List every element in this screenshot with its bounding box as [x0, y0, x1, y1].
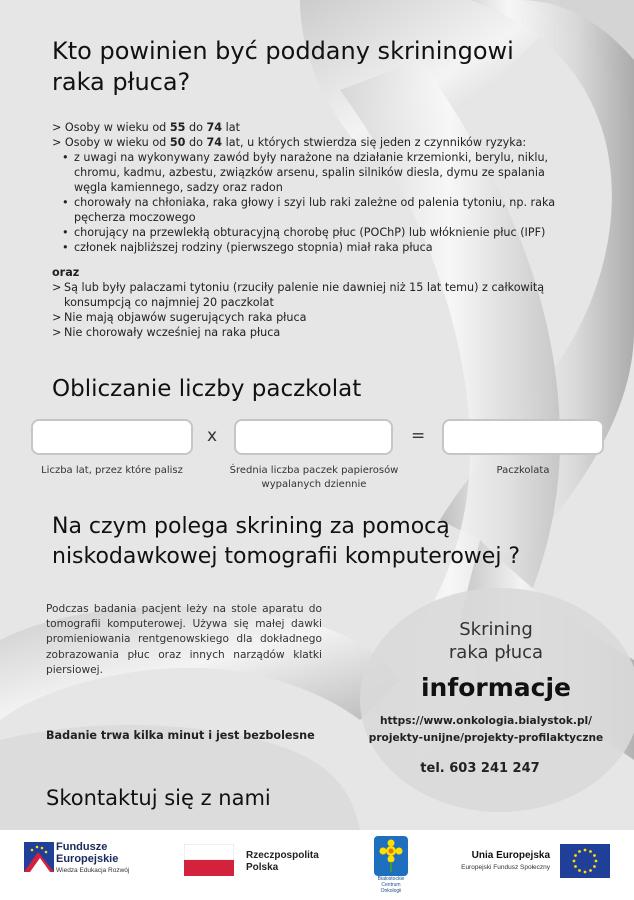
ct-description: Podczas badania pacjent leży na stole aparatu do tomografii komputerowej. Używa się małej dawki promieniowania rentgenowskiego dla dokładnego zobrazowania płuc oraz innych narządów klatki piersiowej.: [46, 603, 322, 676]
multiply-sign: x: [207, 426, 218, 446]
eu-flag-icon: [560, 844, 610, 878]
arrow-icon: >: [52, 311, 62, 324]
arrow-icon: >: [52, 326, 62, 339]
info-phone[interactable]: tel. 603 241 247: [420, 761, 540, 776]
bco-flower-logo-icon: [374, 836, 408, 876]
condition-item: > Nie chorowały wcześniej na raka płuca: [52, 326, 281, 339]
unia-europejska-text: Unia Europejska Europejski Fundusz Społeczny: [461, 850, 550, 871]
equals-sign: =: [411, 426, 426, 446]
and-label: oraz: [52, 266, 80, 279]
bco-name-text: Białostockie Centrum Onkologii: [377, 876, 405, 894]
condition-item: > Nie mają objawów sugerujących raka płuca: [52, 311, 307, 324]
info-title: Skrining raka płuca: [448, 619, 544, 663]
bullet-icon: •: [62, 241, 69, 254]
screening-criteria: [52, 120, 572, 340]
heading-pack-years-calculation: Obliczanie liczby paczkolat: [52, 376, 362, 402]
years-smoking-label: Liczba lat, przez które palisz: [41, 465, 183, 476]
fundusze-europejskie-text: Fundusze Europejskie Wiedza Edukacja Rozwój: [56, 841, 130, 874]
rzeczpospolita-polska-text: Rzeczpospolita Polska: [246, 850, 319, 873]
bullet-icon: •: [62, 226, 69, 239]
heading-contact-us: Skontaktuj się z nami: [46, 786, 271, 810]
fundusze-europejskie-logo-icon: [24, 842, 54, 872]
packs-per-day-label: Średnia liczba paczek papierosów wypalanych dziennie: [229, 465, 399, 490]
poland-flag-icon: [184, 844, 234, 876]
info-heading: informacje: [420, 673, 571, 702]
bullet-icon: •: [62, 151, 69, 164]
funding-logos-footer: [0, 830, 634, 900]
bullet-icon: •: [62, 196, 69, 209]
heading-who-should-be-screened: Kto powinien być poddany skriningowi raka płuca?: [52, 37, 514, 96]
risk-factor-item: • chorowały na chłoniaka, raka głowy i szyi lub raki zależne od palenia tytoniu, np. raka pęcherza moczowego: [62, 196, 556, 224]
painless-note: Badanie trwa kilka minut i jest bezbolesne: [46, 729, 315, 742]
packs-per-day-box[interactable]: [234, 419, 393, 455]
heading-low-dose-ct: Na czym polega skrining za pomocą niskodawkowej tomografii komputerowej ?: [52, 514, 521, 569]
risk-factor-item: • z uwagi na wykonywany zawód były narażone na działanie krzemionki, berylu, niklu, chromu, kadmu, azbestu, związków arsenu, spalin silników diesla, dymu ze spalania węgla kamiennego, sadzy oraz radon: [62, 151, 549, 194]
info-url-link[interactable]: https://www.onkologia.bialystok.pl/ projekty-unijne/projekty-profilaktyczne: [368, 715, 604, 744]
risk-factor-item: • członek najbliższej rodziny (pierwszego stopnia) miał raka płuca: [62, 241, 433, 254]
criterion-age-50-74: > Osoby w wieku od 50 do 74 lat, u których stwierdza się jeden z czynników ryzyka:: [52, 136, 527, 149]
condition-item: > Są lub były palaczami tytoniu (rzuciły palenie nie dawniej niż 15 lat temu) z całkowitą konsumpcją co najmniej 20 paczkolat: [52, 281, 545, 309]
years-smoking-box[interactable]: [31, 419, 193, 455]
pack-years-label: Paczkolata: [496, 465, 550, 476]
criterion-age-55-74: > Osoby w wieku od 55 do 74 lat: [52, 121, 240, 134]
pack-years-result-box[interactable]: [442, 419, 604, 455]
risk-factor-item: • chorujący na przewlekłą obturacyjną chorobę płuc (POChP) lub włóknienie płuc (IPF): [62, 226, 546, 239]
arrow-icon: >: [52, 281, 62, 294]
